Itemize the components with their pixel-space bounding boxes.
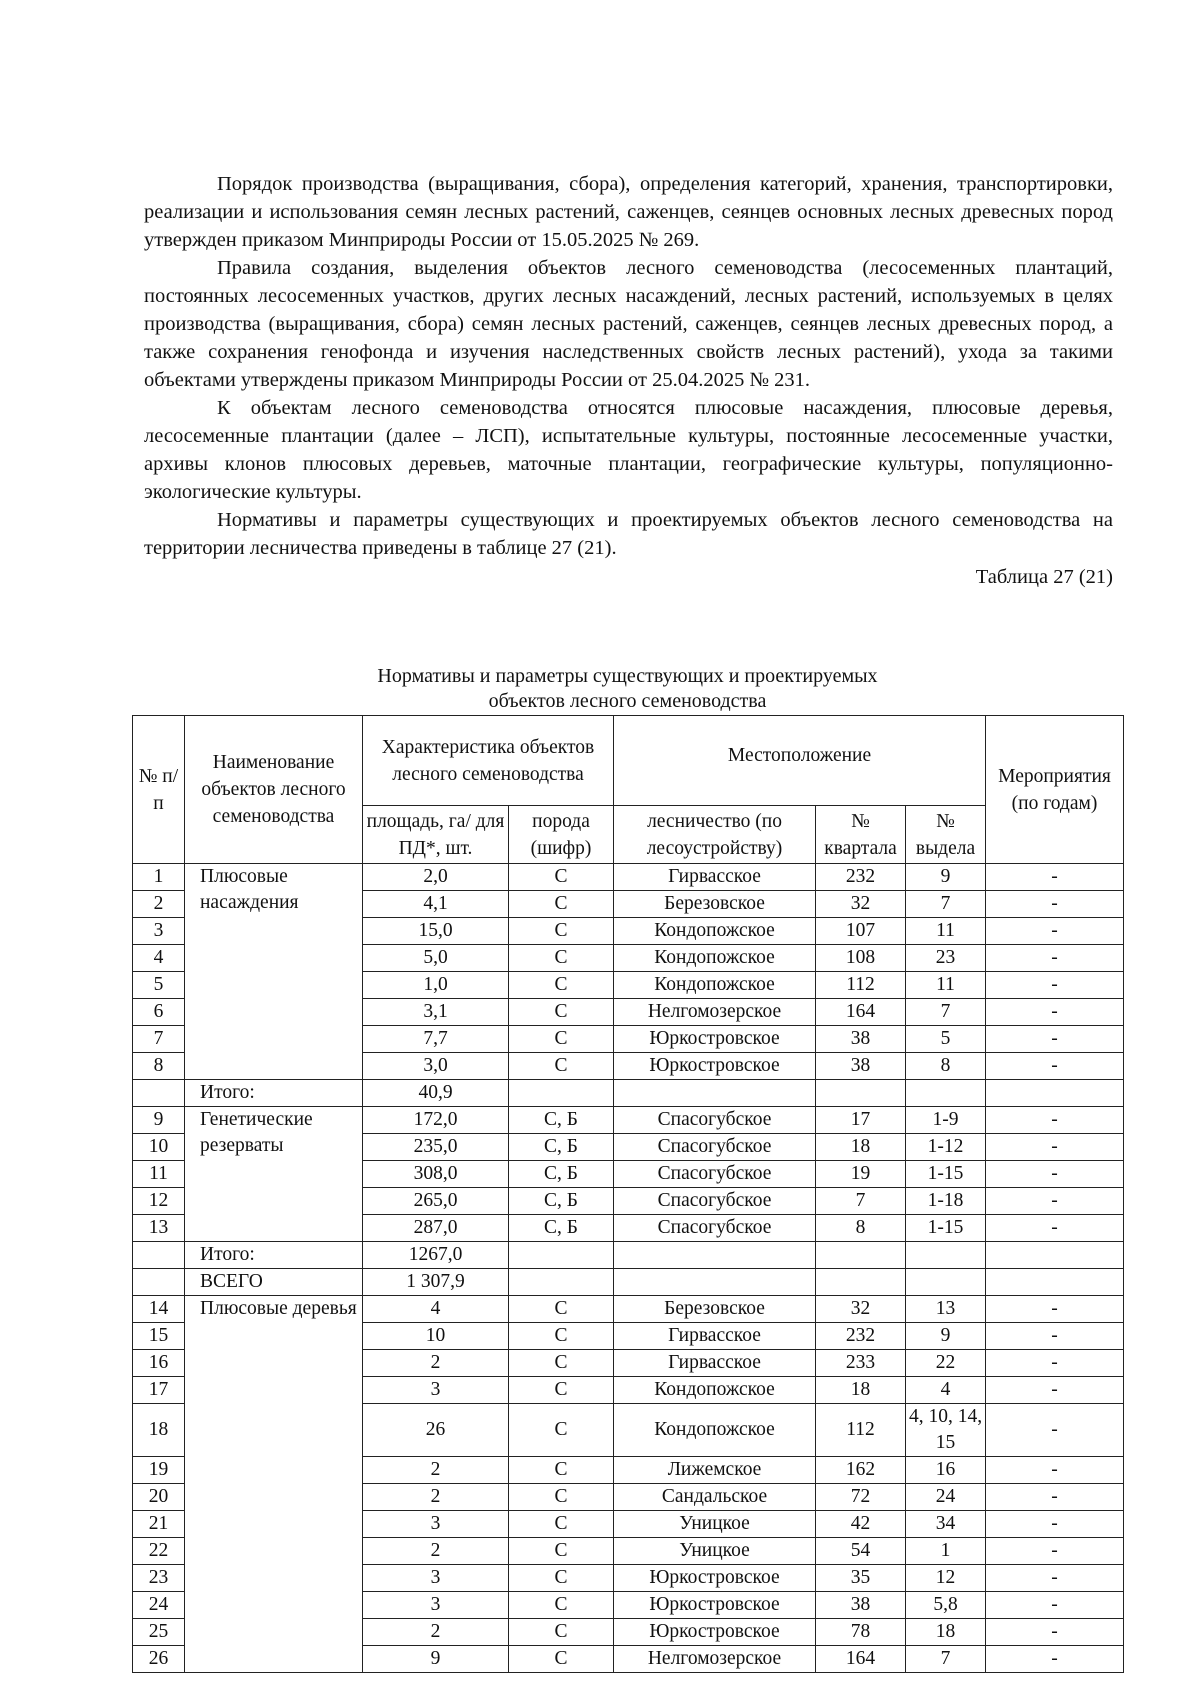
empty-cell	[906, 1242, 986, 1269]
vydel-cell: 1-12	[906, 1134, 986, 1161]
empty-cell	[986, 1242, 1124, 1269]
events-cell: -	[986, 999, 1124, 1026]
events-cell: -	[986, 1323, 1124, 1350]
area-cell: 5,0	[363, 945, 509, 972]
breed-cell: С	[509, 1377, 614, 1404]
area-cell: 4	[363, 1296, 509, 1323]
area-cell: 3	[363, 1565, 509, 1592]
object-name: Генетические резерваты	[185, 1107, 363, 1242]
breed-cell: С	[509, 1511, 614, 1538]
forestry-cell: Спасогубское	[614, 1161, 816, 1188]
vydel-cell: 7	[906, 1646, 986, 1673]
area-cell: 235,0	[363, 1134, 509, 1161]
area-cell: 287,0	[363, 1215, 509, 1242]
kvartal-cell: 164	[816, 999, 906, 1026]
header-num: № п/п	[133, 716, 185, 864]
kvartal-cell: 42	[816, 1511, 906, 1538]
kvartal-cell: 108	[816, 945, 906, 972]
forestry-cell: Гирвасское	[614, 864, 816, 891]
vydel-cell: 34	[906, 1511, 986, 1538]
kvartal-cell: 78	[816, 1619, 906, 1646]
header-location: Местоположение	[614, 716, 986, 806]
forestry-cell: Кондопожское	[614, 918, 816, 945]
breed-cell: С	[509, 1296, 614, 1323]
forestry-cell: Кондопожское	[614, 972, 816, 999]
header-forestry: лесничество (по лесоустройству)	[614, 806, 816, 864]
row-num: 23	[133, 1565, 185, 1592]
vydel-cell: 1-15	[906, 1215, 986, 1242]
table-title	[132, 664, 1123, 714]
area-cell: 3	[363, 1592, 509, 1619]
empty-cell	[906, 1269, 986, 1296]
breed-cell: С	[509, 1053, 614, 1080]
area-cell: 308,0	[363, 1161, 509, 1188]
row-num: 26	[133, 1646, 185, 1673]
area-cell: 10	[363, 1323, 509, 1350]
empty-cell	[614, 1269, 816, 1296]
empty-cell	[906, 1080, 986, 1107]
area-cell: 15,0	[363, 918, 509, 945]
row-num	[133, 1080, 185, 1107]
area-cell: 2	[363, 1350, 509, 1377]
row-num: 16	[133, 1350, 185, 1377]
object-name: Плюсовые деревья	[185, 1296, 363, 1673]
events-cell: -	[986, 1134, 1124, 1161]
row-num: 24	[133, 1592, 185, 1619]
vydel-cell: 7	[906, 999, 986, 1026]
breed-cell: С	[509, 1592, 614, 1619]
breed-cell: С	[509, 1484, 614, 1511]
empty-cell	[816, 1080, 906, 1107]
vydel-cell: 1-18	[906, 1188, 986, 1215]
events-cell: -	[986, 864, 1124, 891]
vydel-cell: 5	[906, 1026, 986, 1053]
kvartal-cell: 164	[816, 1646, 906, 1673]
kvartal-cell: 232	[816, 1323, 906, 1350]
events-cell: -	[986, 1053, 1124, 1080]
row-num: 4	[133, 945, 185, 972]
total-label: Итого:	[185, 1242, 363, 1269]
row-num: 20	[133, 1484, 185, 1511]
kvartal-cell: 112	[816, 1404, 906, 1457]
row-num	[133, 1269, 185, 1296]
breed-cell: С, Б	[509, 1107, 614, 1134]
empty-cell	[816, 1242, 906, 1269]
total-label: Итого:	[185, 1080, 363, 1107]
empty-cell	[614, 1080, 816, 1107]
area-cell: 4,1	[363, 891, 509, 918]
total-row	[133, 1242, 1124, 1269]
kvartal-cell: 232	[816, 864, 906, 891]
breed-cell: С	[509, 1538, 614, 1565]
breed-cell: С, Б	[509, 1134, 614, 1161]
breed-cell: С	[509, 1619, 614, 1646]
breed-cell: С, Б	[509, 1188, 614, 1215]
breed-cell: С	[509, 864, 614, 891]
row-num: 3	[133, 918, 185, 945]
vydel-cell: 1	[906, 1538, 986, 1565]
paragraph: К объектам лесного семеноводства относятся плюсовые насаждения, плюсовые деревья, лесосеменные плантации (далее – ЛСП), испытательные культуры, постоянные лесосеменные участки, архивы клонов плюсовых деревьев, маточные плантации, географические культуры, популяционно-экологические культуры.	[144, 397, 1113, 503]
events-cell: -	[986, 1457, 1124, 1484]
forestry-cell: Березовское	[614, 1296, 816, 1323]
vydel-cell: 24	[906, 1484, 986, 1511]
events-cell: -	[986, 1296, 1124, 1323]
forestry-cell: Юркостровское	[614, 1565, 816, 1592]
area-cell: 2,0	[363, 864, 509, 891]
vydel-cell: 9	[906, 864, 986, 891]
forestry-cell: Спасогубское	[614, 1215, 816, 1242]
row-num: 11	[133, 1161, 185, 1188]
breed-cell: С	[509, 999, 614, 1026]
forestry-cell: Гирвасское	[614, 1323, 816, 1350]
breed-cell: С	[509, 945, 614, 972]
empty-cell	[509, 1269, 614, 1296]
events-cell: -	[986, 1188, 1124, 1215]
events-cell: -	[986, 945, 1124, 972]
kvartal-cell: 72	[816, 1484, 906, 1511]
header-kvartal: № квартала	[816, 806, 906, 864]
events-cell: -	[986, 1377, 1124, 1404]
vydel-cell: 9	[906, 1323, 986, 1350]
breed-cell: С	[509, 1350, 614, 1377]
forestry-cell: Сандальское	[614, 1484, 816, 1511]
forestry-cell: Нелгомозерское	[614, 999, 816, 1026]
events-cell: -	[986, 1350, 1124, 1377]
row-num: 19	[133, 1457, 185, 1484]
vydel-cell: 4	[906, 1377, 986, 1404]
row-num: 21	[133, 1511, 185, 1538]
row-num: 2	[133, 891, 185, 918]
vydel-cell: 5,8	[906, 1592, 986, 1619]
breed-cell: С	[509, 891, 614, 918]
area-cell: 3,1	[363, 999, 509, 1026]
kvartal-cell: 17	[816, 1107, 906, 1134]
row-num: 10	[133, 1134, 185, 1161]
kvartal-cell: 233	[816, 1350, 906, 1377]
area-cell: 26	[363, 1404, 509, 1457]
breed-cell: С	[509, 1457, 614, 1484]
row-num: 6	[133, 999, 185, 1026]
vydel-cell: 22	[906, 1350, 986, 1377]
vydel-cell: 11	[906, 918, 986, 945]
row-num: 9	[133, 1107, 185, 1134]
kvartal-cell: 19	[816, 1161, 906, 1188]
row-num: 12	[133, 1188, 185, 1215]
vydel-cell: 4, 10, 14, 15	[906, 1404, 986, 1457]
header-events: Мероприятия (по годам)	[986, 716, 1124, 864]
vydel-cell: 8	[906, 1053, 986, 1080]
vydel-cell: 7	[906, 891, 986, 918]
forestry-cell: Юркостровское	[614, 1053, 816, 1080]
area-cell: 9	[363, 1646, 509, 1673]
row-num: 22	[133, 1538, 185, 1565]
events-cell: -	[986, 1511, 1124, 1538]
row-num: 1	[133, 864, 185, 891]
events-cell: -	[986, 1484, 1124, 1511]
forestry-cell: Лижемское	[614, 1457, 816, 1484]
row-num: 5	[133, 972, 185, 999]
forestry-cell: Юркостровское	[614, 1026, 816, 1053]
forestry-cell: Кондопожское	[614, 945, 816, 972]
kvartal-cell: 8	[816, 1215, 906, 1242]
kvartal-cell: 35	[816, 1565, 906, 1592]
total-row	[133, 1080, 1124, 1107]
row-num: 8	[133, 1053, 185, 1080]
table-row	[133, 1107, 1124, 1134]
header-name: Наименование объектов лесного семеноводства	[185, 716, 363, 864]
row-num: 7	[133, 1026, 185, 1053]
kvartal-cell: 18	[816, 1377, 906, 1404]
kvartal-cell: 54	[816, 1538, 906, 1565]
total-row	[133, 1269, 1124, 1296]
forestry-cell: Уницкое	[614, 1538, 816, 1565]
empty-cell	[986, 1080, 1124, 1107]
forestry-cell: Уницкое	[614, 1511, 816, 1538]
area-cell: 1267,0	[363, 1242, 509, 1269]
forestry-cell: Гирвасское	[614, 1350, 816, 1377]
area-cell: 265,0	[363, 1188, 509, 1215]
row-num: 18	[133, 1404, 185, 1457]
events-cell: -	[986, 1026, 1124, 1053]
events-cell: -	[986, 1592, 1124, 1619]
events-cell: -	[986, 1538, 1124, 1565]
breed-cell: С	[509, 972, 614, 999]
kvartal-cell: 112	[816, 972, 906, 999]
row-num: 13	[133, 1215, 185, 1242]
events-cell: -	[986, 891, 1124, 918]
breed-cell: С	[509, 1323, 614, 1350]
kvartal-cell: 38	[816, 1026, 906, 1053]
area-cell: 1 307,9	[363, 1269, 509, 1296]
row-num	[133, 1242, 185, 1269]
area-cell: 3,0	[363, 1053, 509, 1080]
total-label: ВСЕГО	[185, 1269, 363, 1296]
paragraph: Нормативы и параметры существующих и проектируемых объектов лесного семеноводства на территории лесничества приведены в таблице 27 (21).	[144, 509, 1113, 559]
vydel-cell: 1-9	[906, 1107, 986, 1134]
events-cell: -	[986, 1161, 1124, 1188]
forestry-cell: Спасогубское	[614, 1107, 816, 1134]
events-cell: -	[986, 972, 1124, 999]
events-cell: -	[986, 918, 1124, 945]
vydel-cell: 11	[906, 972, 986, 999]
kvartal-cell: 18	[816, 1134, 906, 1161]
empty-cell	[509, 1080, 614, 1107]
table-number: Таблица 27 (21)	[975, 566, 1113, 588]
table-row	[133, 1296, 1124, 1323]
breed-cell: С, Б	[509, 1215, 614, 1242]
forestry-cell: Кондопожское	[614, 1377, 816, 1404]
area-cell: 3	[363, 1511, 509, 1538]
forestry-cell: Спасогубское	[614, 1188, 816, 1215]
table-row	[133, 864, 1124, 891]
breed-cell: С	[509, 918, 614, 945]
seed-objects-table	[132, 715, 1124, 1673]
area-cell: 3	[363, 1377, 509, 1404]
row-num: 25	[133, 1619, 185, 1646]
events-cell: -	[986, 1107, 1124, 1134]
table-title-line: Нормативы и параметры существующих и проектируемых	[377, 665, 878, 687]
kvartal-cell: 107	[816, 918, 906, 945]
breed-cell: С	[509, 1026, 614, 1053]
kvartal-cell: 162	[816, 1457, 906, 1484]
row-num: 15	[133, 1323, 185, 1350]
area-cell: 172,0	[363, 1107, 509, 1134]
events-cell: -	[986, 1565, 1124, 1592]
forestry-cell: Юркостровское	[614, 1619, 816, 1646]
forestry-cell: Нелгомозерское	[614, 1646, 816, 1673]
vydel-cell: 16	[906, 1457, 986, 1484]
empty-cell	[614, 1242, 816, 1269]
breed-cell: С	[509, 1646, 614, 1673]
breed-cell: С, Б	[509, 1161, 614, 1188]
header-characteristics: Характеристика объектов лесного семеноводства	[363, 716, 614, 806]
header-vydel: № выдела	[906, 806, 986, 864]
table-title-line: объектов лесного семеноводства	[488, 690, 767, 712]
forestry-cell: Березовское	[614, 891, 816, 918]
paragraph: Порядок производства (выращивания, сбора), определения категорий, хранения, транспортировки, реализации и использования семян лесных растений, саженцев, сеянцев основных лесных древесных пород утвержден приказом Минприроды России от 15.05.2025 № 269.	[144, 173, 1113, 251]
area-cell: 2	[363, 1538, 509, 1565]
vydel-cell: 1-15	[906, 1161, 986, 1188]
area-cell: 40,9	[363, 1080, 509, 1107]
empty-cell	[509, 1242, 614, 1269]
vydel-cell: 12	[906, 1565, 986, 1592]
events-cell: -	[986, 1619, 1124, 1646]
row-num: 17	[133, 1377, 185, 1404]
area-cell: 1,0	[363, 972, 509, 999]
breed-cell: С	[509, 1565, 614, 1592]
body-text	[144, 170, 1113, 591]
kvartal-cell: 38	[816, 1592, 906, 1619]
breed-cell: С	[509, 1404, 614, 1457]
area-cell: 7,7	[363, 1026, 509, 1053]
kvartal-cell: 32	[816, 1296, 906, 1323]
empty-cell	[986, 1269, 1124, 1296]
object-name: Плюсовые насаждения	[185, 864, 363, 1080]
vydel-cell: 18	[906, 1619, 986, 1646]
forestry-cell: Спасогубское	[614, 1134, 816, 1161]
row-num: 14	[133, 1296, 185, 1323]
events-cell: -	[986, 1215, 1124, 1242]
forestry-cell: Юркостровское	[614, 1592, 816, 1619]
vydel-cell: 23	[906, 945, 986, 972]
events-cell: -	[986, 1646, 1124, 1673]
kvartal-cell: 38	[816, 1053, 906, 1080]
kvartal-cell: 7	[816, 1188, 906, 1215]
area-cell: 2	[363, 1484, 509, 1511]
area-cell: 2	[363, 1457, 509, 1484]
header-breed: порода (шифр)	[509, 806, 614, 864]
vydel-cell: 13	[906, 1296, 986, 1323]
area-cell: 2	[363, 1619, 509, 1646]
empty-cell	[816, 1269, 906, 1296]
events-cell: -	[986, 1404, 1124, 1457]
header-area: площадь, га/ для ПД*, шт.	[363, 806, 509, 864]
paragraph: Правила создания, выделения объектов лесного семеноводства (лесосеменных плантаций, постоянных лесосеменных участков, других лесных насаждений, лесных растений, используемых в целях производства (выращивания, сбора) семян лесных растений, саженцев, сеянцев лесных древесных пород, а также сохранения генофонда и изучения наследственных свойств лесных растений), ухода за такими объектами утверждены приказом Минприроды России от 25.04.2025 № 231.	[144, 257, 1113, 391]
forestry-cell: Кондопожское	[614, 1404, 816, 1457]
kvartal-cell: 32	[816, 891, 906, 918]
